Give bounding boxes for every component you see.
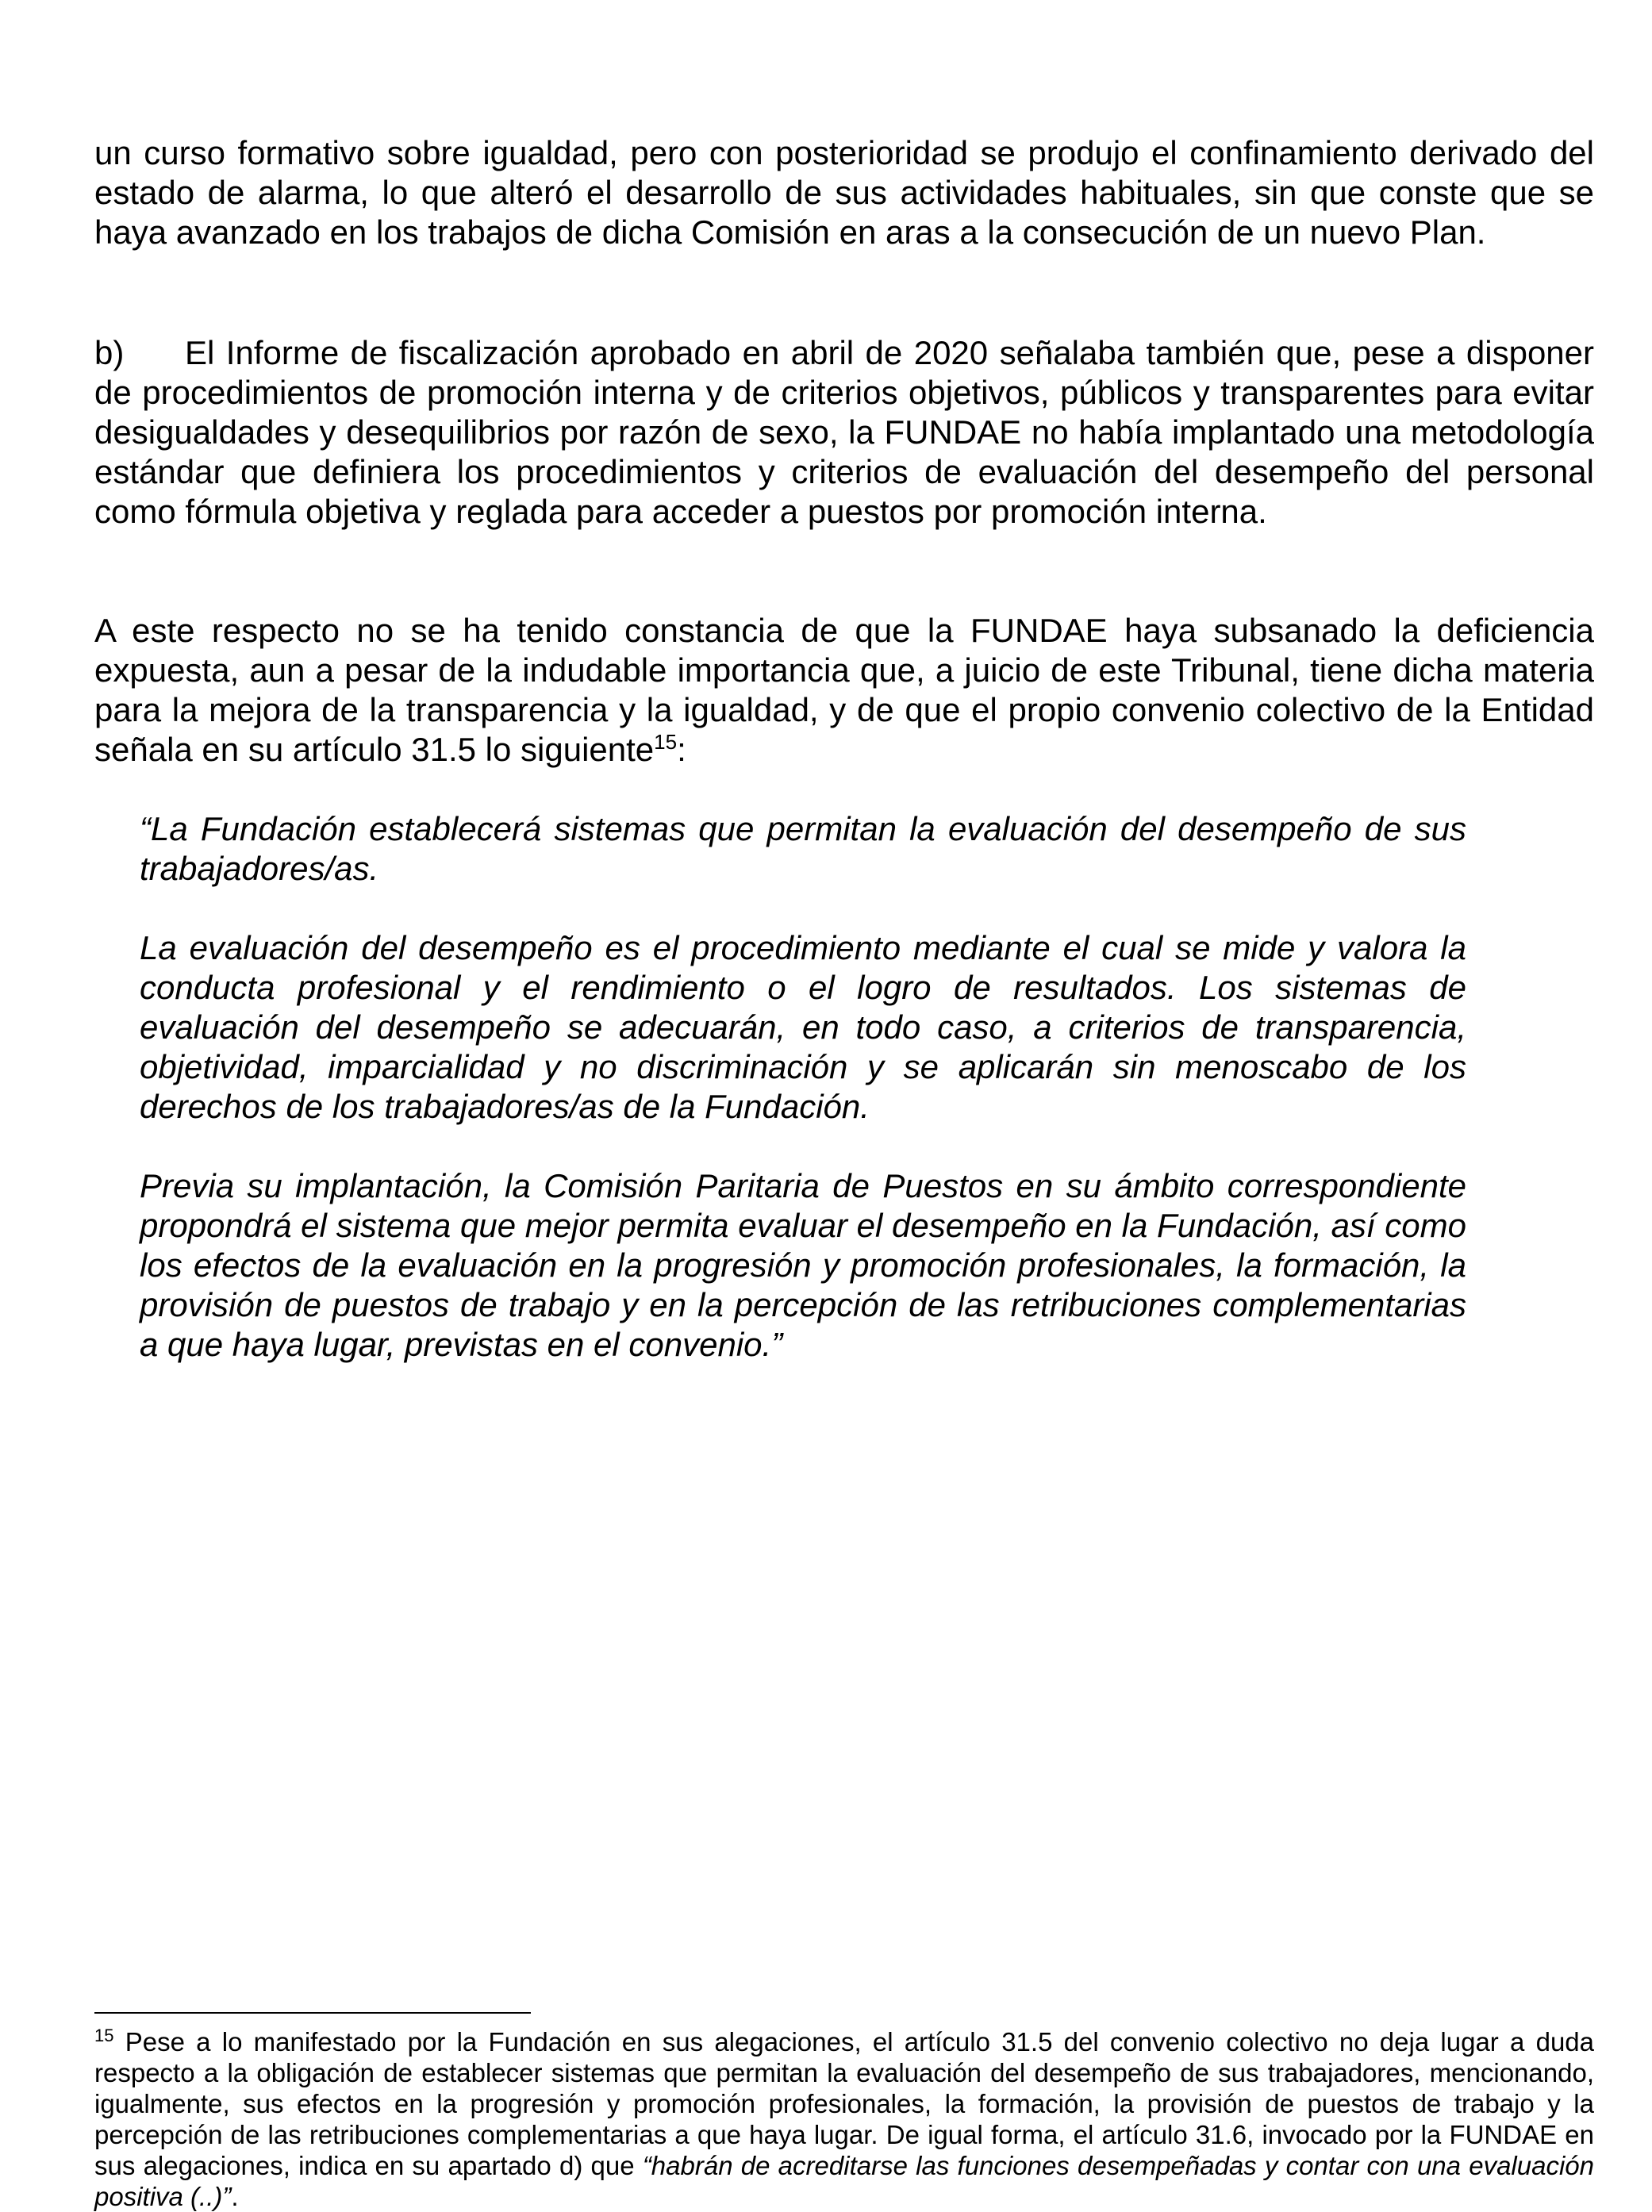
footnote-reference[interactable]: 15 bbox=[654, 730, 678, 754]
quote-paragraph-3: Previa su implantación, la Comisión Paritaria de Puestos en su ámbito correspondiente propondrá el sistema que mejor permita evaluar el desempeño en la Fundación, así como los efectos de la evaluación en la progresión y promoción profesionales, la formación, la provisión de puestos de trabajo y en la percepción de las retribuciones complementarias a que haya lugar, previstas en el convenio.” bbox=[140, 1167, 1466, 1363]
list-label-b: b) bbox=[94, 334, 125, 371]
paragraph-convenio bbox=[94, 611, 1594, 770]
quote-paragraph-2: La evaluación del desempeño es el procedimiento mediante el cual se mide y valora la conducta profesional y el rendimiento o el logro de resultados. Los sistemas de evaluación del desempeño se adecuarán, en todo caso, a criterios de transparencia, objetividad, imparcialidad y no discriminación y se aplicarán sin menoscabo de los derechos de los trabajadores/as de la Fundación. bbox=[140, 929, 1466, 1125]
paragraph-continuation: un curso formativo sobre igualdad, pero con posterioridad se produjo el confinamiento derivado del estado de alarma, lo que alteró el desarrollo de sus actividades habituales, sin que conste que se haya avanzado en los trabajos de dicha Comisión en aras a la consecución de un nuevo Plan. bbox=[94, 134, 1594, 251]
paragraph-convenio-text: A este respecto no se ha tenido constancia de que la FUNDAE haya subsanado la deficiencia expuesta, aun a pesar de la indudable importancia que, a juicio de este Tribunal, tiene dicha materia para la mejora de la transparencia y la igualdad, y de que el propio convenio colectivo de la Entidad señala en su artículo 31.5 lo siguiente bbox=[94, 612, 1594, 768]
paragraph-b-text: El Informe de fiscalización aprobado en abril de 2020 señalaba también que, pese a disponer de procedimientos de promoción interna y de criterios objetivos, públicos y transparentes para evitar desigualdades y desequilibrios por razón de sexo, la FUNDAE no había implantado una metodología estándar que definiera los procedimientos y criterios de evaluación del desempeño del personal como fórmula objetiva y reglada para acceder a puestos por promoción interna. bbox=[94, 334, 1594, 530]
paragraph-b bbox=[94, 333, 1594, 532]
quote-paragraph-1: “La Fundación establecerá sistemas que permitan la evaluación del desempeño de sus trabajadores/as. bbox=[140, 810, 1466, 887]
footnote-end: . bbox=[231, 2182, 239, 2211]
footnote-separator bbox=[94, 2012, 531, 2014]
paragraph-convenio-end: : bbox=[677, 731, 686, 768]
footnote-15 bbox=[94, 2026, 1594, 2212]
footnote-text: Pese a lo manifestado por la Fundación en sus alegaciones, el artículo 31.5 del convenio colectivo no deja lugar a duda respecto a la obligación de establecer sistemas que permitan la evaluación del desempeño de sus trabajadores, mencionando, igualmente, sus efectos en la progresión y promoción profesionales, la formación, la provisión de puestos de trabajo y la percepción de las retribuciones complementarias a que haya lugar. De igual forma, el artículo 31.6, invocado por la FUNDAE en sus alegaciones, indica en su apartado d) que bbox=[94, 2027, 1594, 2180]
footnote-quote: “habrán de acreditarse las funciones desempeñadas y contar con una evaluación positiva (..)” bbox=[94, 2151, 1594, 2211]
footnote-number: 15 bbox=[94, 2026, 114, 2045]
